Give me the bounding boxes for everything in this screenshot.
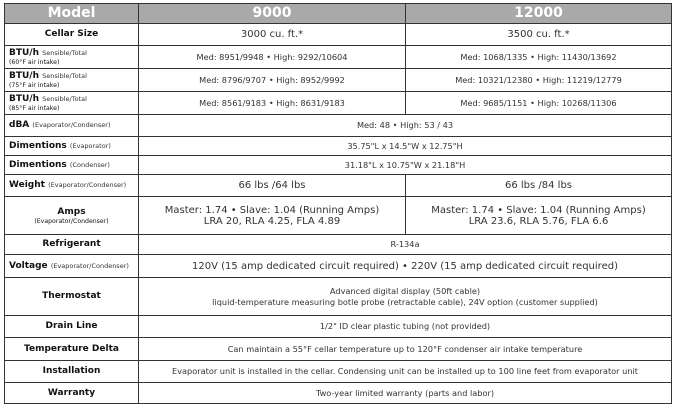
spec-row (5, 92, 672, 115)
value-12000: Med: 10321/12380 • High: 11219/12779 (406, 69, 672, 92)
row-label (5, 278, 139, 316)
value-12000 (406, 197, 672, 235)
value-9000 (139, 197, 406, 235)
value-both-models: 31.18"L x 10.75"W x 21.18"H (139, 156, 672, 175)
row-label (5, 338, 139, 361)
row-sublabel-note: (Evaporator/Condenser) (34, 217, 109, 225)
value-both-models (139, 278, 672, 316)
row-label-text: Weight (9, 180, 45, 190)
spec-row (5, 24, 672, 46)
spec-row (5, 383, 672, 404)
row-label (5, 255, 139, 278)
spec-row (5, 255, 672, 278)
spec-table (4, 3, 672, 404)
value-12000: Med: 1068/1335 • High: 11430/13692 (406, 46, 672, 69)
value-12000: 3500 cu. ft.* (406, 24, 672, 46)
spec-row (5, 115, 672, 137)
row-label-text: Installation (42, 366, 101, 376)
row-label (5, 156, 139, 175)
row-label-text: BTU/h (9, 94, 40, 104)
value-line: LRA 23.6, RLA 5.76, FLA 6.6 (468, 215, 609, 227)
header-row (5, 4, 672, 24)
value-line: Master: 1.74 • Slave: 1.04 (Running Amps) (164, 204, 380, 216)
row-label-text: Drain Line (45, 321, 98, 331)
row-sublabel-note: (75°F air intake) (9, 82, 60, 89)
row-sublabel: (Evaporator/Condenser) (48, 181, 127, 189)
spec-row (5, 197, 672, 235)
model-header: Model (5, 4, 139, 24)
row-sublabel-note: (85°F air intake) (9, 105, 60, 112)
value-both-models: Evaporator unit is installed in the cellar. Condensing unit can be installed up to 100 line feet from evaporator unit (139, 361, 672, 383)
spec-row (5, 156, 672, 175)
row-sublabel: (Evaporator) (69, 141, 111, 150)
row-label-text: Amps (57, 206, 86, 217)
value-both-models: 120V (15 amp dedicated circuit required) • 220V (15 amp dedicated circuit required) (139, 255, 672, 278)
row-label (5, 361, 139, 383)
spec-row (5, 69, 672, 92)
value-9000: Med: 8561/9183 • High: 8631/9183 (139, 92, 406, 115)
spec-row (5, 46, 672, 69)
value-both-models: R-134a (139, 235, 672, 255)
value-line: liquid-temperature measuring botle probe (retractable cable), 24V option (customer supplied) (212, 296, 598, 307)
row-sublabel: Sensible/Total (42, 95, 87, 103)
value-both-models: Med: 48 • High: 53 / 43 (139, 115, 672, 137)
value-both-models: 1/2" ID clear plastic tubing (not provided) (139, 316, 672, 338)
row-label (5, 115, 139, 137)
row-label-text: Temperature Delta (24, 343, 119, 354)
value-9000: Med: 8796/9707 • High: 8952/9992 (139, 69, 406, 92)
row-label-text: Dimentions (9, 159, 67, 170)
row-label-text: Refrigerant (42, 239, 101, 249)
value-12000: Med: 9685/1151 • High: 10268/11306 (406, 92, 672, 115)
row-label (5, 69, 139, 92)
value-both-models: 35.75"L x 14.5"W x 12.75"H (139, 137, 672, 156)
row-sublabel: (Condenser) (69, 160, 110, 169)
row-label (5, 175, 139, 197)
row-sublabel: (Evaporator/Condenser) (32, 121, 111, 129)
row-sublabel: (Evaporator/Condenser) (50, 261, 129, 270)
row-label (5, 383, 139, 404)
row-label-text: Thermostat (42, 291, 101, 301)
value-9000: 3000 cu. ft.* (139, 24, 406, 46)
row-sublabel: Sensible/Total (42, 49, 87, 57)
value-9000: 66 lbs /64 lbs (139, 175, 406, 197)
value-line: LRA 20, RLA 4.25, FLA 4.89 (203, 215, 341, 227)
spec-row (5, 235, 672, 255)
row-sublabel-note: (60°F air intake) (9, 59, 60, 66)
spec-row (5, 137, 672, 156)
value-both-models: Can maintain a 55°F cellar temperature up to 120°F condenser air intake temperature (139, 338, 672, 361)
row-label-text: Cellar Size (44, 29, 99, 39)
spec-row (5, 338, 672, 361)
row-label (5, 24, 139, 46)
row-label-text: BTU/h (9, 48, 40, 58)
spec-row (5, 175, 672, 197)
value-9000: Med: 8951/9948 • High: 9292/10604 (139, 46, 406, 69)
spec-row (5, 361, 672, 383)
spec-row (5, 278, 672, 316)
model-9000-header: 9000 (139, 4, 406, 24)
row-label (5, 197, 139, 235)
row-label (5, 137, 139, 156)
model-12000-header: 12000 (406, 4, 672, 24)
row-sublabel: Sensible/Total (42, 72, 87, 80)
row-label (5, 46, 139, 69)
row-label-text: dBA (9, 120, 30, 130)
row-label (5, 316, 139, 338)
row-label (5, 235, 139, 255)
spec-row (5, 316, 672, 338)
row-label-text: Dimentions (9, 140, 67, 151)
value-line: Master: 1.74 • Slave: 1.04 (Running Amps) (431, 204, 646, 216)
row-label-text: BTU/h (9, 71, 40, 81)
row-label (5, 92, 139, 115)
value-line: Advanced digital display (50ft cable) (329, 285, 481, 296)
value-12000: 66 lbs /84 lbs (406, 175, 672, 197)
row-label-text: Voltage (9, 260, 48, 271)
row-label-text: Warranty (47, 387, 96, 398)
value-both-models: Two-year limited warranty (parts and labor) (139, 383, 672, 404)
